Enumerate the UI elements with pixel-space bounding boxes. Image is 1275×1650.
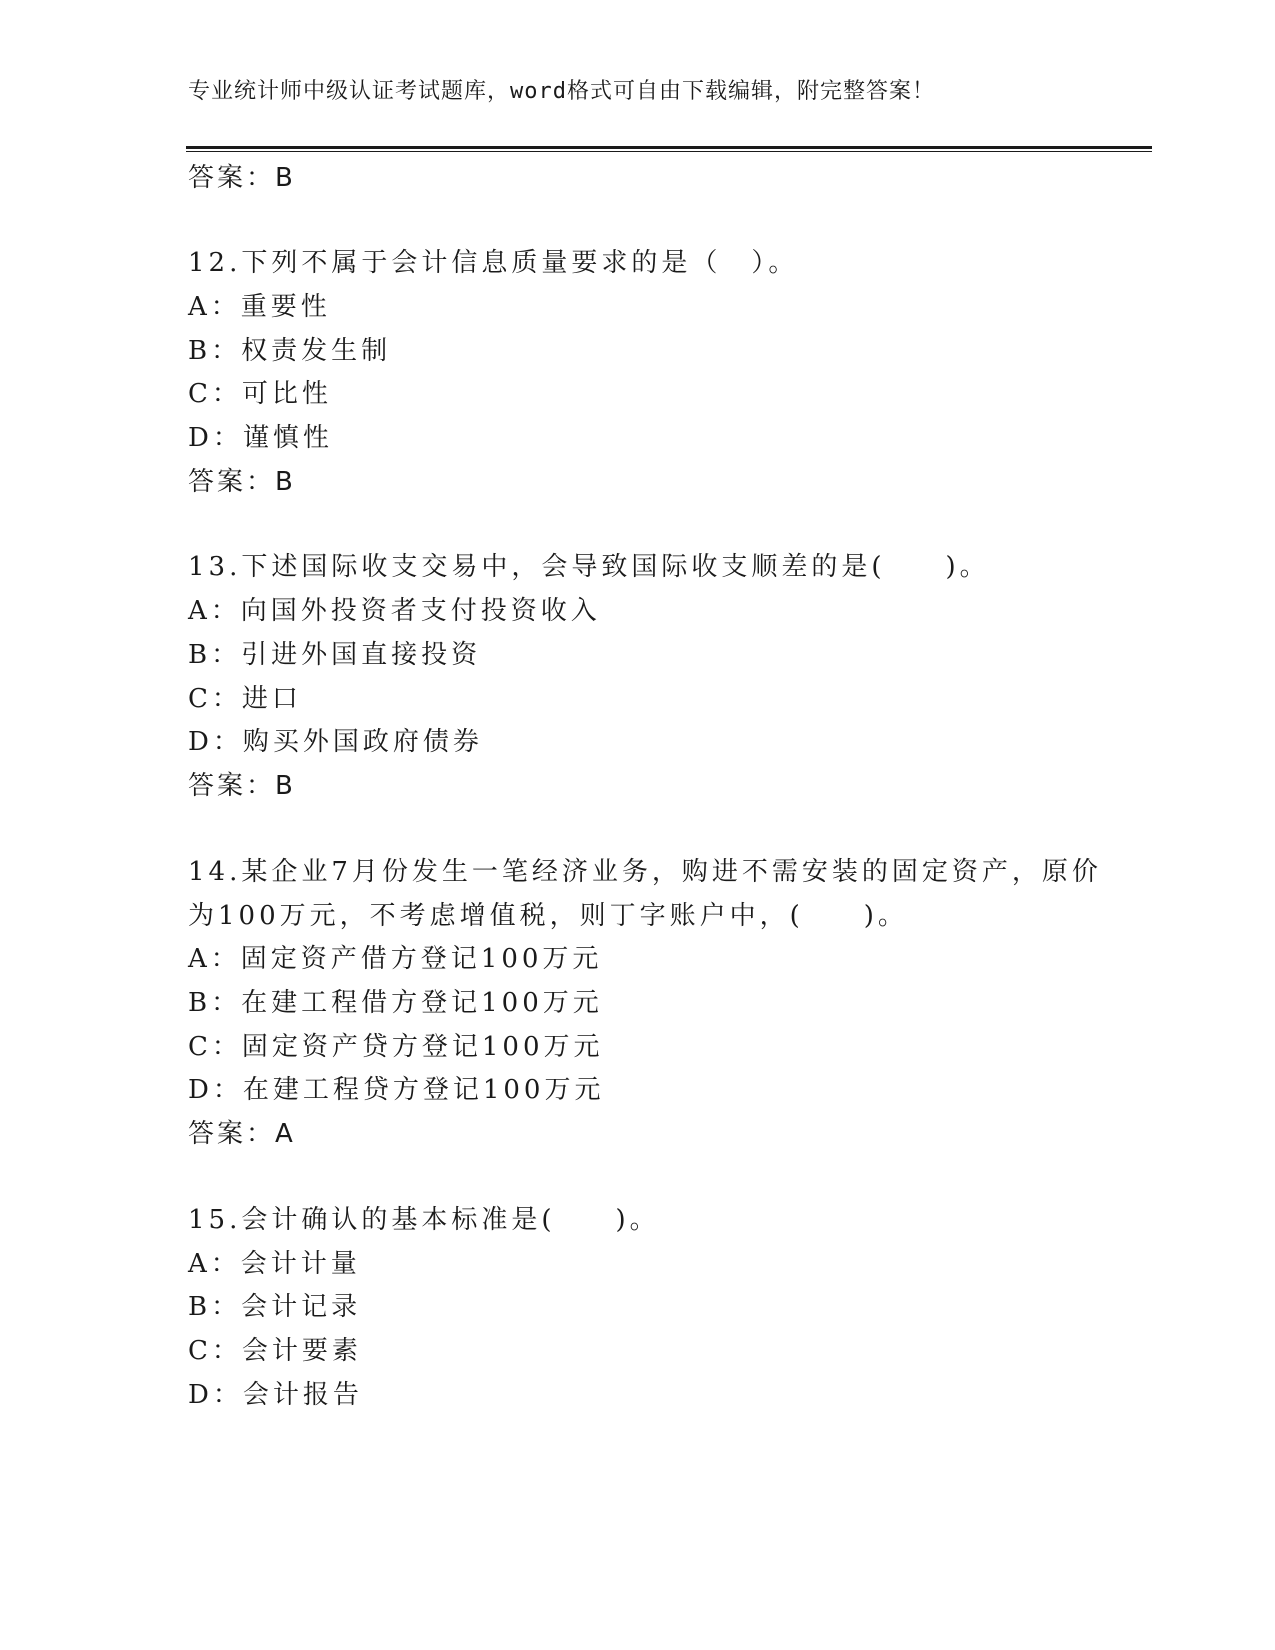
question-stem: 13.下述国际收支交易中，会导致国际收支顺差的是( )。 <box>188 552 990 582</box>
option-b: B：权责发生制 <box>188 336 392 366</box>
option-a: A：向国外投资者支付投资收入 <box>188 596 601 626</box>
answer-line: 答案：B <box>188 163 296 193</box>
option-d: D：会计报告 <box>188 1380 363 1410</box>
question-stem: 12.下列不属于会计信息质量要求的是（ ）。 <box>188 248 799 278</box>
option-d: D：谨慎性 <box>188 423 333 453</box>
option-c: C：会计要素 <box>188 1336 362 1366</box>
option-b: B：会计记录 <box>188 1292 362 1322</box>
option-b: B：在建工程借方登记100万元 <box>188 988 603 1018</box>
answer-line: 答案：B <box>188 467 296 497</box>
option-b: B：引进外国直接投资 <box>188 640 482 670</box>
question-stem: 15.会计确认的基本标准是( )。 <box>188 1205 660 1235</box>
option-d: D：在建工程贷方登记100万元 <box>188 1075 605 1105</box>
page-header: 专业统计师中级认证考试题库，word格式可自由下载编辑，附完整答案！ <box>188 79 935 104</box>
option-c: C：固定资产贷方登记100万元 <box>188 1032 604 1062</box>
question-stem-continued: 为100万元，不考虑增值税，则丁字账户中，( )。 <box>188 901 908 931</box>
question-stem: 14.某企业7月份发生一笔经济业务，购进不需安装的固定资产，原价 <box>188 857 1102 887</box>
option-a: A：会计计量 <box>188 1249 361 1279</box>
option-a: A：固定资产借方登记100万元 <box>188 944 603 974</box>
header-divider <box>186 146 1152 149</box>
option-c: C：进口 <box>188 684 302 714</box>
header-divider-thin <box>186 151 1152 152</box>
option-a: A：重要性 <box>188 292 331 322</box>
answer-line: 答案：A <box>188 1119 296 1149</box>
option-c: C：可比性 <box>188 379 332 409</box>
answer-line: 答案：B <box>188 771 296 801</box>
option-d: D：购买外国政府债券 <box>188 727 483 757</box>
